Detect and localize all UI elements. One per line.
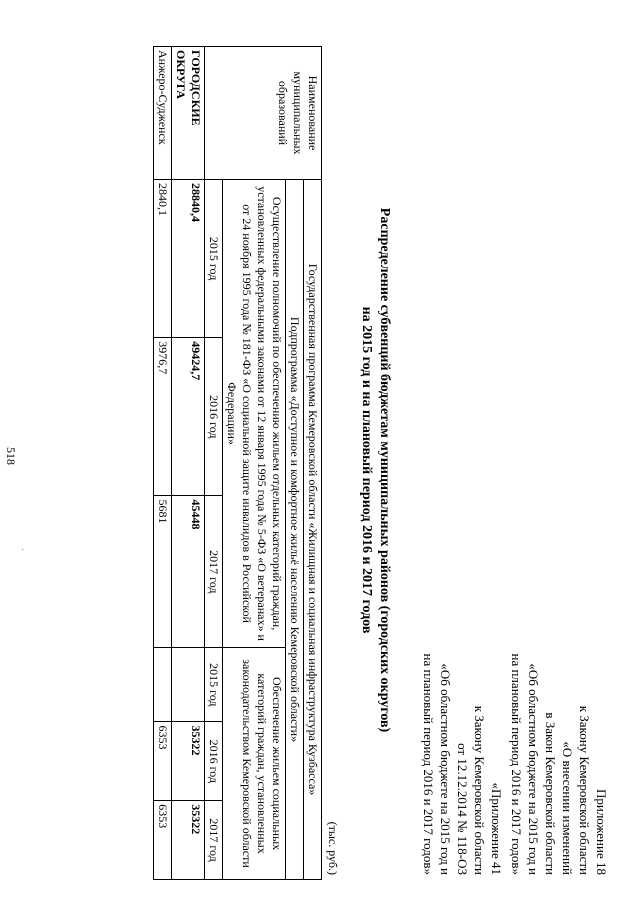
table-row bbox=[172, 47, 205, 880]
header-row-program bbox=[304, 47, 322, 880]
appendix-line: к Закону Кемеровской области bbox=[472, 705, 487, 875]
value-cell: 35322 bbox=[172, 722, 205, 801]
year-header: 2016 год bbox=[205, 338, 223, 496]
municipality-name: Анжеро-Судженск bbox=[154, 47, 172, 180]
subsidy-table bbox=[153, 46, 322, 880]
year-header: 2017 год bbox=[205, 496, 223, 648]
value-cell bbox=[172, 648, 205, 722]
value-cell: 35322 bbox=[172, 801, 205, 880]
value-cell: 3976,7 bbox=[154, 338, 172, 496]
appendix-line: на плановый период 2016 и 2017 годов» bbox=[421, 653, 436, 875]
year-header: 2015 год bbox=[205, 180, 223, 338]
year-header: 2015 год bbox=[205, 648, 223, 722]
header-program: Государственная программа Кемеровской области «Жилищная и социальная инфраструктура Кузбасса» bbox=[304, 180, 322, 880]
appendix-line: «Об областном бюджете на 2015 год и bbox=[526, 663, 541, 875]
value-cell: 6353 bbox=[154, 801, 172, 880]
year-header: 2017 год bbox=[205, 801, 223, 880]
title-line-2: на 2015 год и на плановый период 2016 и 2017 годов bbox=[359, 306, 374, 634]
appendix-line: «О внесении изменений bbox=[560, 741, 575, 875]
appendix-line: Приложение 18 bbox=[594, 788, 609, 875]
value-cell: 5681 bbox=[154, 496, 172, 648]
value-cell: 28840,4 bbox=[172, 180, 205, 338]
value-cell: 2840,1 bbox=[154, 180, 172, 338]
unit-label: (тыс. руб.) bbox=[326, 821, 340, 875]
appendix-line: «Приложение 41 bbox=[489, 782, 504, 875]
appendix-line: «Об областном бюджете на 2015 год и bbox=[438, 663, 453, 875]
appendix-header bbox=[508, 615, 610, 875]
header-municipality: Наименование муниципальных образований bbox=[205, 47, 322, 180]
value-cell: 45448 bbox=[172, 496, 205, 648]
header-subprogram: Подпрограмма «Доступное и комфортное жильё населению Кемеровской области» bbox=[286, 180, 304, 880]
appendix-header-2 bbox=[420, 615, 505, 875]
appendix-line: к Закону Кемеровской области bbox=[577, 705, 592, 875]
table-row bbox=[154, 47, 172, 880]
year-header: 2016 год bbox=[205, 722, 223, 801]
appendix-line: от 12.12.2014 № 118-ОЗ bbox=[455, 743, 470, 875]
header-section-b: Обеспечение жильем социальных категорий граждан, установленных законодательством Кемеровской области bbox=[223, 648, 286, 880]
value-cell: 49424,7 bbox=[172, 338, 205, 496]
title-line-1: Распределение субвенций бюджетам муниципальных районов (городских округов) bbox=[377, 207, 392, 733]
municipality-name: ГОРОДСКИЕ ОКРУГА bbox=[172, 47, 205, 180]
value-cell bbox=[154, 648, 172, 722]
appendix-line: в Закон Кемеровской области bbox=[543, 712, 558, 875]
scan-speck: · bbox=[21, 545, 25, 556]
page-number: 518 bbox=[4, 447, 18, 465]
document-title bbox=[357, 120, 393, 820]
value-cell: 6353 bbox=[154, 722, 172, 801]
header-section-a: Осуществление полномочий по обеспечению жильем отдельных категорий граждан, установленных федеральными законами от 12 января 1995 года № 5-ФЗ «О ветеранах» и от 24 ноября 1995 года № 181-ФЗ «О социальной защите инвалидов в Российской Федерации» bbox=[223, 180, 286, 648]
appendix-line: на плановый период 2016 и 2017 годов» bbox=[509, 653, 524, 875]
